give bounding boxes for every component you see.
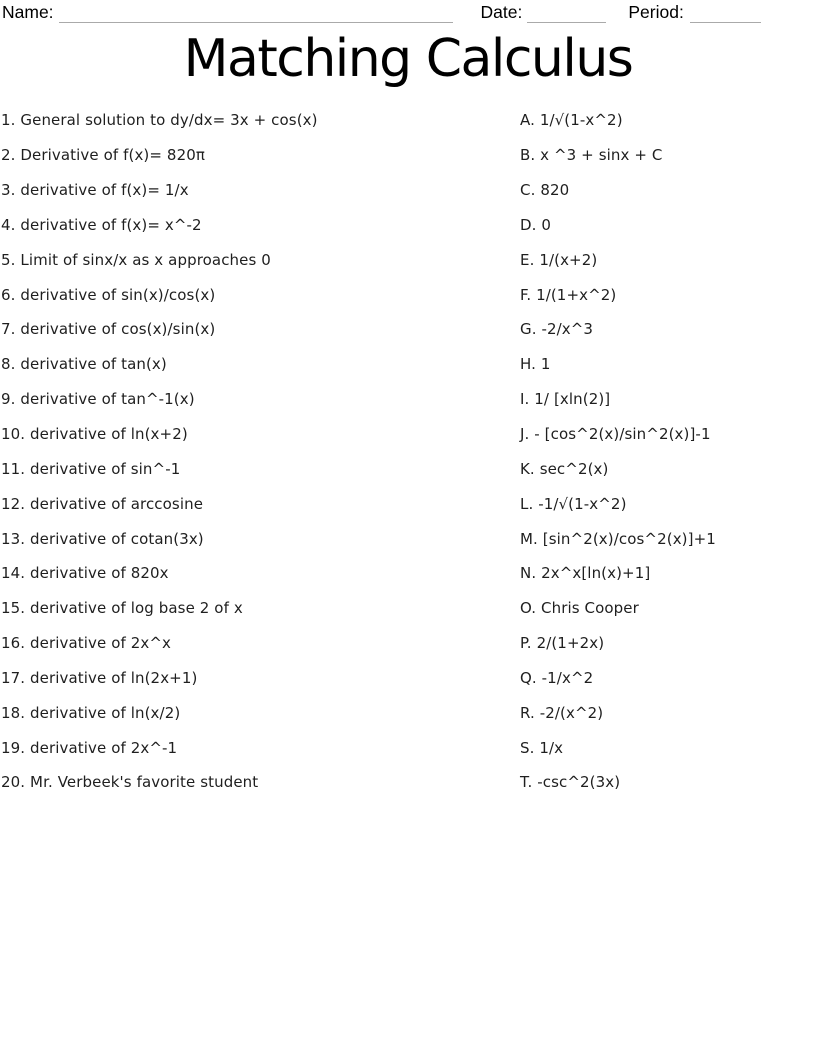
matching-row (0, 208, 816, 243)
answer-letter: Q. (520, 668, 537, 687)
matching-row (0, 277, 816, 312)
question-item (0, 355, 520, 373)
question-text: derivative of cos(x)/sin(x) (20, 320, 216, 339)
question-number: 16. (1, 634, 26, 653)
page-title: Matching Calculus (183, 29, 633, 89)
answer-text: -2/x^3 (541, 320, 594, 339)
answer-letter: H. (520, 355, 536, 374)
question-item (0, 216, 520, 234)
answer-item (520, 564, 816, 582)
answer-letter: A. (520, 111, 535, 130)
question-item (0, 320, 520, 338)
question-item (0, 181, 520, 199)
answer-item (520, 111, 816, 129)
answer-letter: D. (520, 215, 537, 234)
matching-row (0, 486, 816, 521)
question-number: 6. (1, 285, 16, 304)
question-number: 14. (1, 564, 26, 583)
answer-letter: I. (520, 390, 530, 409)
answer-item (520, 634, 816, 652)
answer-item (520, 146, 816, 164)
answer-text: 2/(1+2x) (536, 634, 605, 653)
date-label: Date: (480, 2, 523, 22)
answer-letter: F. (520, 285, 532, 304)
matching-row (0, 103, 816, 138)
answer-letter: O. (520, 599, 537, 618)
question-item (0, 460, 520, 478)
matching-row (0, 347, 816, 382)
question-text: Derivative of f(x)= 820π (20, 146, 205, 165)
question-text: Limit of sinx/x as x approaches 0 (20, 250, 271, 269)
question-number: 5. (1, 250, 16, 269)
matching-row (0, 521, 816, 556)
question-item (0, 390, 520, 408)
question-number: 2. (1, 146, 16, 165)
question-number: 11. (1, 459, 26, 478)
answer-text: 1/x (539, 738, 564, 757)
answer-letter: G. (520, 320, 537, 339)
worksheet-header (0, 0, 816, 23)
matching-row (0, 138, 816, 173)
answer-text: - [cos^2(x)/sin^2(x)]-1 (534, 425, 711, 444)
matching-row (0, 661, 816, 696)
question-item (0, 530, 520, 548)
answer-text: 1/(x+2) (539, 250, 598, 269)
answer-item (520, 390, 816, 408)
answer-item (520, 216, 816, 234)
question-item (0, 286, 520, 304)
answer-item (520, 460, 816, 478)
matching-row (0, 451, 816, 486)
question-text: derivative of ln(x+2) (30, 425, 188, 444)
answer-text: 1 (540, 355, 551, 374)
question-text: derivative of sin(x)/cos(x) (20, 285, 216, 304)
question-number: 15. (1, 599, 26, 618)
answer-text: 1/ [xln(2)] (534, 390, 611, 409)
answer-text: 0 (541, 215, 552, 234)
answer-letter: M. (520, 529, 538, 548)
question-text: derivative of f(x)= 1/x (20, 181, 189, 200)
matching-row (0, 695, 816, 730)
question-number: 17. (1, 668, 26, 687)
answer-text: 1/(1+x^2) (536, 285, 617, 304)
question-number: 12. (1, 494, 26, 513)
answer-item (520, 286, 816, 304)
answer-item (520, 495, 816, 513)
answer-item (520, 739, 816, 757)
question-item (0, 704, 520, 722)
question-item (0, 495, 520, 513)
question-number: 13. (1, 529, 26, 548)
question-item (0, 739, 520, 757)
matching-row (0, 242, 816, 277)
question-item (0, 634, 520, 652)
question-text: derivative of tan(x) (20, 355, 167, 374)
date-blank-line (527, 4, 606, 23)
answer-letter: C. (520, 181, 536, 200)
answer-letter: E. (520, 250, 535, 269)
question-number: 8. (1, 355, 16, 374)
answer-item (520, 773, 816, 791)
answer-item (520, 320, 816, 338)
answer-item (520, 355, 816, 373)
answer-letter: T. (520, 773, 533, 792)
question-number: 1. (1, 111, 16, 130)
question-number: 4. (1, 215, 16, 234)
matching-row (0, 173, 816, 208)
answer-text: 2x^x[ln(x)+1] (541, 564, 651, 583)
question-text: derivative of f(x)= x^-2 (20, 215, 202, 234)
question-number: 20. (1, 773, 26, 792)
answer-text: 820 (540, 181, 570, 200)
answer-letter: K. (520, 459, 535, 478)
answer-text: -2/(x^2) (539, 703, 604, 722)
answer-text: x ^3 + sinx + C (540, 146, 663, 165)
answer-text: -csc^2(3x) (537, 773, 621, 792)
question-text: Mr. Verbeek's favorite student (30, 773, 259, 792)
question-text: derivative of ln(2x+1) (30, 668, 198, 687)
answer-letter: S. (520, 738, 535, 757)
answer-item (520, 251, 816, 269)
question-text: derivative of cotan(3x) (30, 529, 204, 548)
answer-letter: P. (520, 634, 532, 653)
question-item (0, 564, 520, 582)
matching-row (0, 626, 816, 661)
name-label: Name: (2, 2, 54, 22)
answer-item (520, 181, 816, 199)
question-text: derivative of ln(x/2) (30, 703, 181, 722)
matching-row (0, 591, 816, 626)
period-blank-line (690, 4, 761, 23)
matching-row (0, 556, 816, 591)
question-item (0, 111, 520, 129)
answer-text: -1/x^2 (541, 668, 594, 687)
question-item (0, 425, 520, 443)
answer-letter: L. (520, 494, 534, 513)
matching-row (0, 312, 816, 347)
answer-item (520, 704, 816, 722)
answer-text: -1/√(1-x^2) (538, 494, 627, 513)
question-number: 10. (1, 425, 26, 444)
answer-item (520, 530, 816, 548)
answer-letter: N. (520, 564, 537, 583)
question-item (0, 773, 520, 791)
answer-item (520, 599, 816, 617)
question-item (0, 669, 520, 687)
answer-letter: B. (520, 146, 536, 165)
question-number: 18. (1, 703, 26, 722)
matching-row (0, 417, 816, 452)
question-text: derivative of arccosine (30, 494, 204, 513)
matching-row (0, 382, 816, 417)
answer-text: [sin^2(x)/cos^2(x)]+1 (542, 529, 716, 548)
answer-item (520, 425, 816, 443)
question-text: derivative of log base 2 of x (30, 599, 243, 618)
question-text: derivative of 2x^-1 (30, 738, 178, 757)
question-number: 19. (1, 738, 26, 757)
matching-row (0, 730, 816, 765)
question-text: General solution to dy/dx= 3x + cos(x) (20, 111, 318, 130)
answer-text: Chris Cooper (541, 599, 639, 618)
question-number: 9. (1, 390, 16, 409)
question-number: 7. (1, 320, 16, 339)
question-text: derivative of 820x (30, 564, 169, 583)
period-label: Period: (628, 2, 684, 22)
question-item (0, 599, 520, 617)
name-blank-line (59, 4, 453, 23)
question-item (0, 251, 520, 269)
question-item (0, 146, 520, 164)
answer-item (520, 669, 816, 687)
question-number: 3. (1, 181, 16, 200)
question-text: derivative of 2x^x (30, 634, 171, 653)
question-text: derivative of sin^-1 (30, 459, 181, 478)
answer-letter: R. (520, 703, 535, 722)
answer-letter: J. (520, 425, 530, 444)
answer-text: 1/√(1-x^2) (539, 111, 623, 130)
question-text: derivative of tan^-1(x) (20, 390, 195, 409)
answer-text: sec^2(x) (539, 459, 609, 478)
matching-row (0, 765, 816, 800)
matching-list (0, 103, 816, 800)
